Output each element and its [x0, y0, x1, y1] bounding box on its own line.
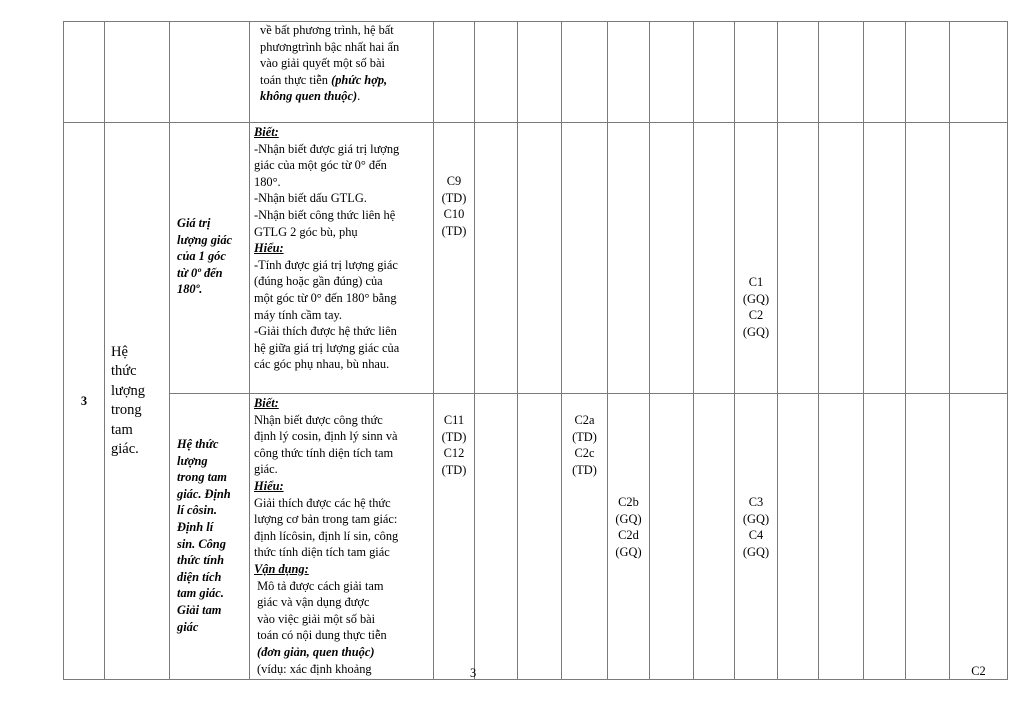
know-line: -Nhận biết công thức liên hệ [254, 207, 396, 222]
question-code-cell [608, 394, 650, 680]
understand-line: lượng cơ bản trong tam giác: [254, 512, 398, 527]
desc-line: về bất phương trình, hệ bất [260, 23, 394, 37]
apply-label: Vận dụng: [254, 561, 309, 576]
topic-title-line: lượng giác [177, 232, 233, 247]
question-code: (TD) [441, 429, 467, 444]
understand-label: Hiểu: [254, 478, 284, 493]
desc-line: vào giải quyết một số bài [260, 56, 385, 71]
topic-title-line: Hệ thức [177, 437, 219, 451]
topic-title-line: lí côsin. [177, 503, 217, 518]
empty-cell [608, 123, 650, 394]
chapter-name-line: lượng [111, 382, 146, 399]
topic-title-line: của 1 góc [177, 249, 226, 264]
question-code: (TD) [441, 462, 467, 477]
empty-cell [950, 22, 1008, 123]
apply-line: (vídụ: xác định khoảng [257, 661, 372, 676]
know-line: giác. [254, 462, 278, 477]
understand-line: các góc phụ nhau, bù nhau. [254, 357, 390, 372]
question-code: (GQ) [742, 291, 770, 306]
empty-cell [562, 123, 608, 394]
understand-line: -Giải thích được hệ thức liên [254, 324, 397, 339]
understand-line: máy tính cầm tay. [254, 307, 342, 322]
empty-cell [105, 22, 170, 123]
empty-cell [608, 22, 650, 123]
know-line: 180°. [254, 174, 281, 189]
question-code: (GQ) [742, 511, 770, 526]
desc-line: toán thực tiễn [260, 72, 328, 87]
empty-cell [650, 22, 694, 123]
know-line: Nhận biết được công thức [254, 412, 383, 427]
requirement-description-cell [250, 123, 434, 394]
chapter-name-line: tam [111, 421, 133, 438]
question-code-cell [434, 123, 475, 394]
understand-label: Hiểu: [254, 241, 284, 256]
empty-cell [518, 123, 562, 394]
requirement-description-cell [250, 22, 434, 123]
understand-line: một góc từ 0° đến 180° bằng [254, 290, 397, 305]
question-code: C2 [971, 663, 986, 678]
page-number: 3 [470, 666, 477, 680]
question-code: C9 [446, 174, 462, 188]
empty-cell [475, 123, 518, 394]
question-code: (TD) [441, 190, 467, 205]
question-code: C3 [748, 495, 764, 509]
question-code: (GQ) [742, 544, 770, 559]
question-code: C12 [443, 446, 465, 461]
understand-line: -Tính được giá trị lượng giác [254, 257, 398, 272]
understand-line: Giải thích được các hệ thức [254, 495, 391, 510]
empty-cell [819, 22, 864, 123]
topic-title-cell [170, 394, 250, 680]
empty-cell [950, 123, 1008, 394]
chapter-name-line: trong [111, 402, 142, 419]
understand-line: thức tính diện tích tam giác [254, 545, 390, 560]
empty-cell [650, 394, 694, 680]
apply-line: vào việc giải một số bài [254, 611, 376, 626]
topic-title-line: từ 0º đến [177, 265, 223, 280]
empty-cell [864, 394, 906, 680]
chapter-number: 3 [80, 393, 88, 408]
topic-title-line: giác. Định [177, 486, 231, 501]
empty-cell [778, 394, 819, 680]
apply-line: giác và vận dụng được [254, 595, 370, 610]
empty-cell [906, 394, 950, 680]
table-row-continuation [64, 22, 1008, 123]
empty-cell [694, 22, 735, 123]
question-code: C2c [574, 446, 595, 461]
apply-line: toán có nội dung thực tiễn [254, 628, 387, 643]
topic-title-line: Định lí [177, 519, 214, 534]
empty-cell [864, 123, 906, 394]
question-code: C10 [443, 207, 465, 222]
empty-cell [694, 394, 735, 680]
question-code-cell [950, 394, 1008, 680]
question-code: (GQ) [615, 544, 642, 559]
chapter-name-line: thức [111, 363, 137, 380]
know-line: -Nhận biết dấu GTLG. [254, 191, 367, 206]
empty-cell [650, 123, 694, 394]
question-code-cell [434, 394, 475, 680]
empty-cell [819, 394, 864, 680]
question-code-cell [735, 394, 778, 680]
desc-emphasis: (phức hợp, [331, 72, 388, 87]
topic-title-line: Giá trị [177, 216, 211, 230]
chapter-name-line: giác. [111, 441, 139, 458]
question-code: C2 [748, 308, 764, 323]
empty-cell [906, 123, 950, 394]
question-code: C2d [618, 528, 639, 543]
empty-cell [735, 22, 778, 123]
topic-title-line: thức tính [177, 553, 225, 568]
topic-title-line: Giải tam [177, 602, 222, 617]
topic-title-line: 180º. [177, 282, 203, 297]
question-code: C1 [748, 275, 764, 289]
know-line: -Nhận biết được giá trị lượng [254, 141, 400, 156]
empty-cell [518, 22, 562, 123]
table-row-topic-1 [64, 123, 1008, 394]
understand-line: hệ giữa giá trị lượng giác của [254, 340, 400, 355]
topic-title-line: lượng [177, 453, 208, 468]
chapter-name-cell [105, 123, 170, 680]
apply-emphasis: (đơn giản, quen thuộc) [257, 644, 375, 659]
understand-line: (đúng hoặc gần đúng) của [254, 274, 383, 289]
question-code: C11 [443, 413, 465, 427]
empty-cell [864, 22, 906, 123]
assessment-matrix-table [63, 21, 1008, 680]
desc-line: phươngtrình bậc nhất hai ẩn [260, 39, 400, 54]
question-code: (GQ) [615, 511, 642, 526]
topic-title-cell [170, 123, 250, 394]
chapter-name-line: Hệ [111, 343, 128, 360]
question-code: (GQ) [742, 324, 770, 339]
question-code: C4 [748, 528, 764, 543]
question-code: (TD) [572, 462, 597, 477]
desc-emphasis: không quen thuộc) [260, 89, 358, 104]
empty-cell [518, 394, 562, 680]
apply-line: Mô tả được cách giải tam [254, 578, 384, 593]
empty-cell [170, 22, 250, 123]
topic-title-line: tam giác. [177, 586, 224, 601]
empty-cell [64, 22, 105, 123]
understand-line: định lícôsin, định lí sin, công [254, 528, 399, 543]
table-row-topic-2 [64, 394, 1008, 680]
empty-cell [906, 22, 950, 123]
question-code-cell [562, 394, 608, 680]
know-label: Biết: [254, 125, 279, 139]
question-code: C2b [618, 495, 639, 509]
topic-title-line: trong tam [177, 470, 227, 485]
topic-title-line: sin. Công [177, 536, 226, 551]
desc-period: . [357, 89, 361, 104]
know-line: công thức tính diện tích tam [254, 445, 394, 460]
empty-cell [562, 22, 608, 123]
topic-title-line: giác [177, 619, 199, 634]
topic-title-line: diện tích [177, 569, 222, 584]
empty-cell [475, 394, 518, 680]
know-line: GTLG 2 góc bù, phụ [254, 224, 358, 239]
requirement-description-cell [250, 394, 434, 680]
question-code: (TD) [572, 429, 597, 444]
know-line: định lý cosin, định lý sinn và [254, 429, 398, 444]
empty-cell [434, 22, 475, 123]
know-line: giác của một góc từ 0° đến [254, 158, 387, 173]
know-label: Biết: [254, 396, 279, 410]
empty-cell [778, 123, 819, 394]
question-code: C2a [574, 413, 595, 427]
empty-cell [694, 123, 735, 394]
question-code-cell [735, 123, 778, 394]
question-code: (TD) [441, 223, 467, 238]
empty-cell [778, 22, 819, 123]
chapter-number-cell [64, 123, 105, 680]
empty-cell [475, 22, 518, 123]
empty-cell [819, 123, 864, 394]
